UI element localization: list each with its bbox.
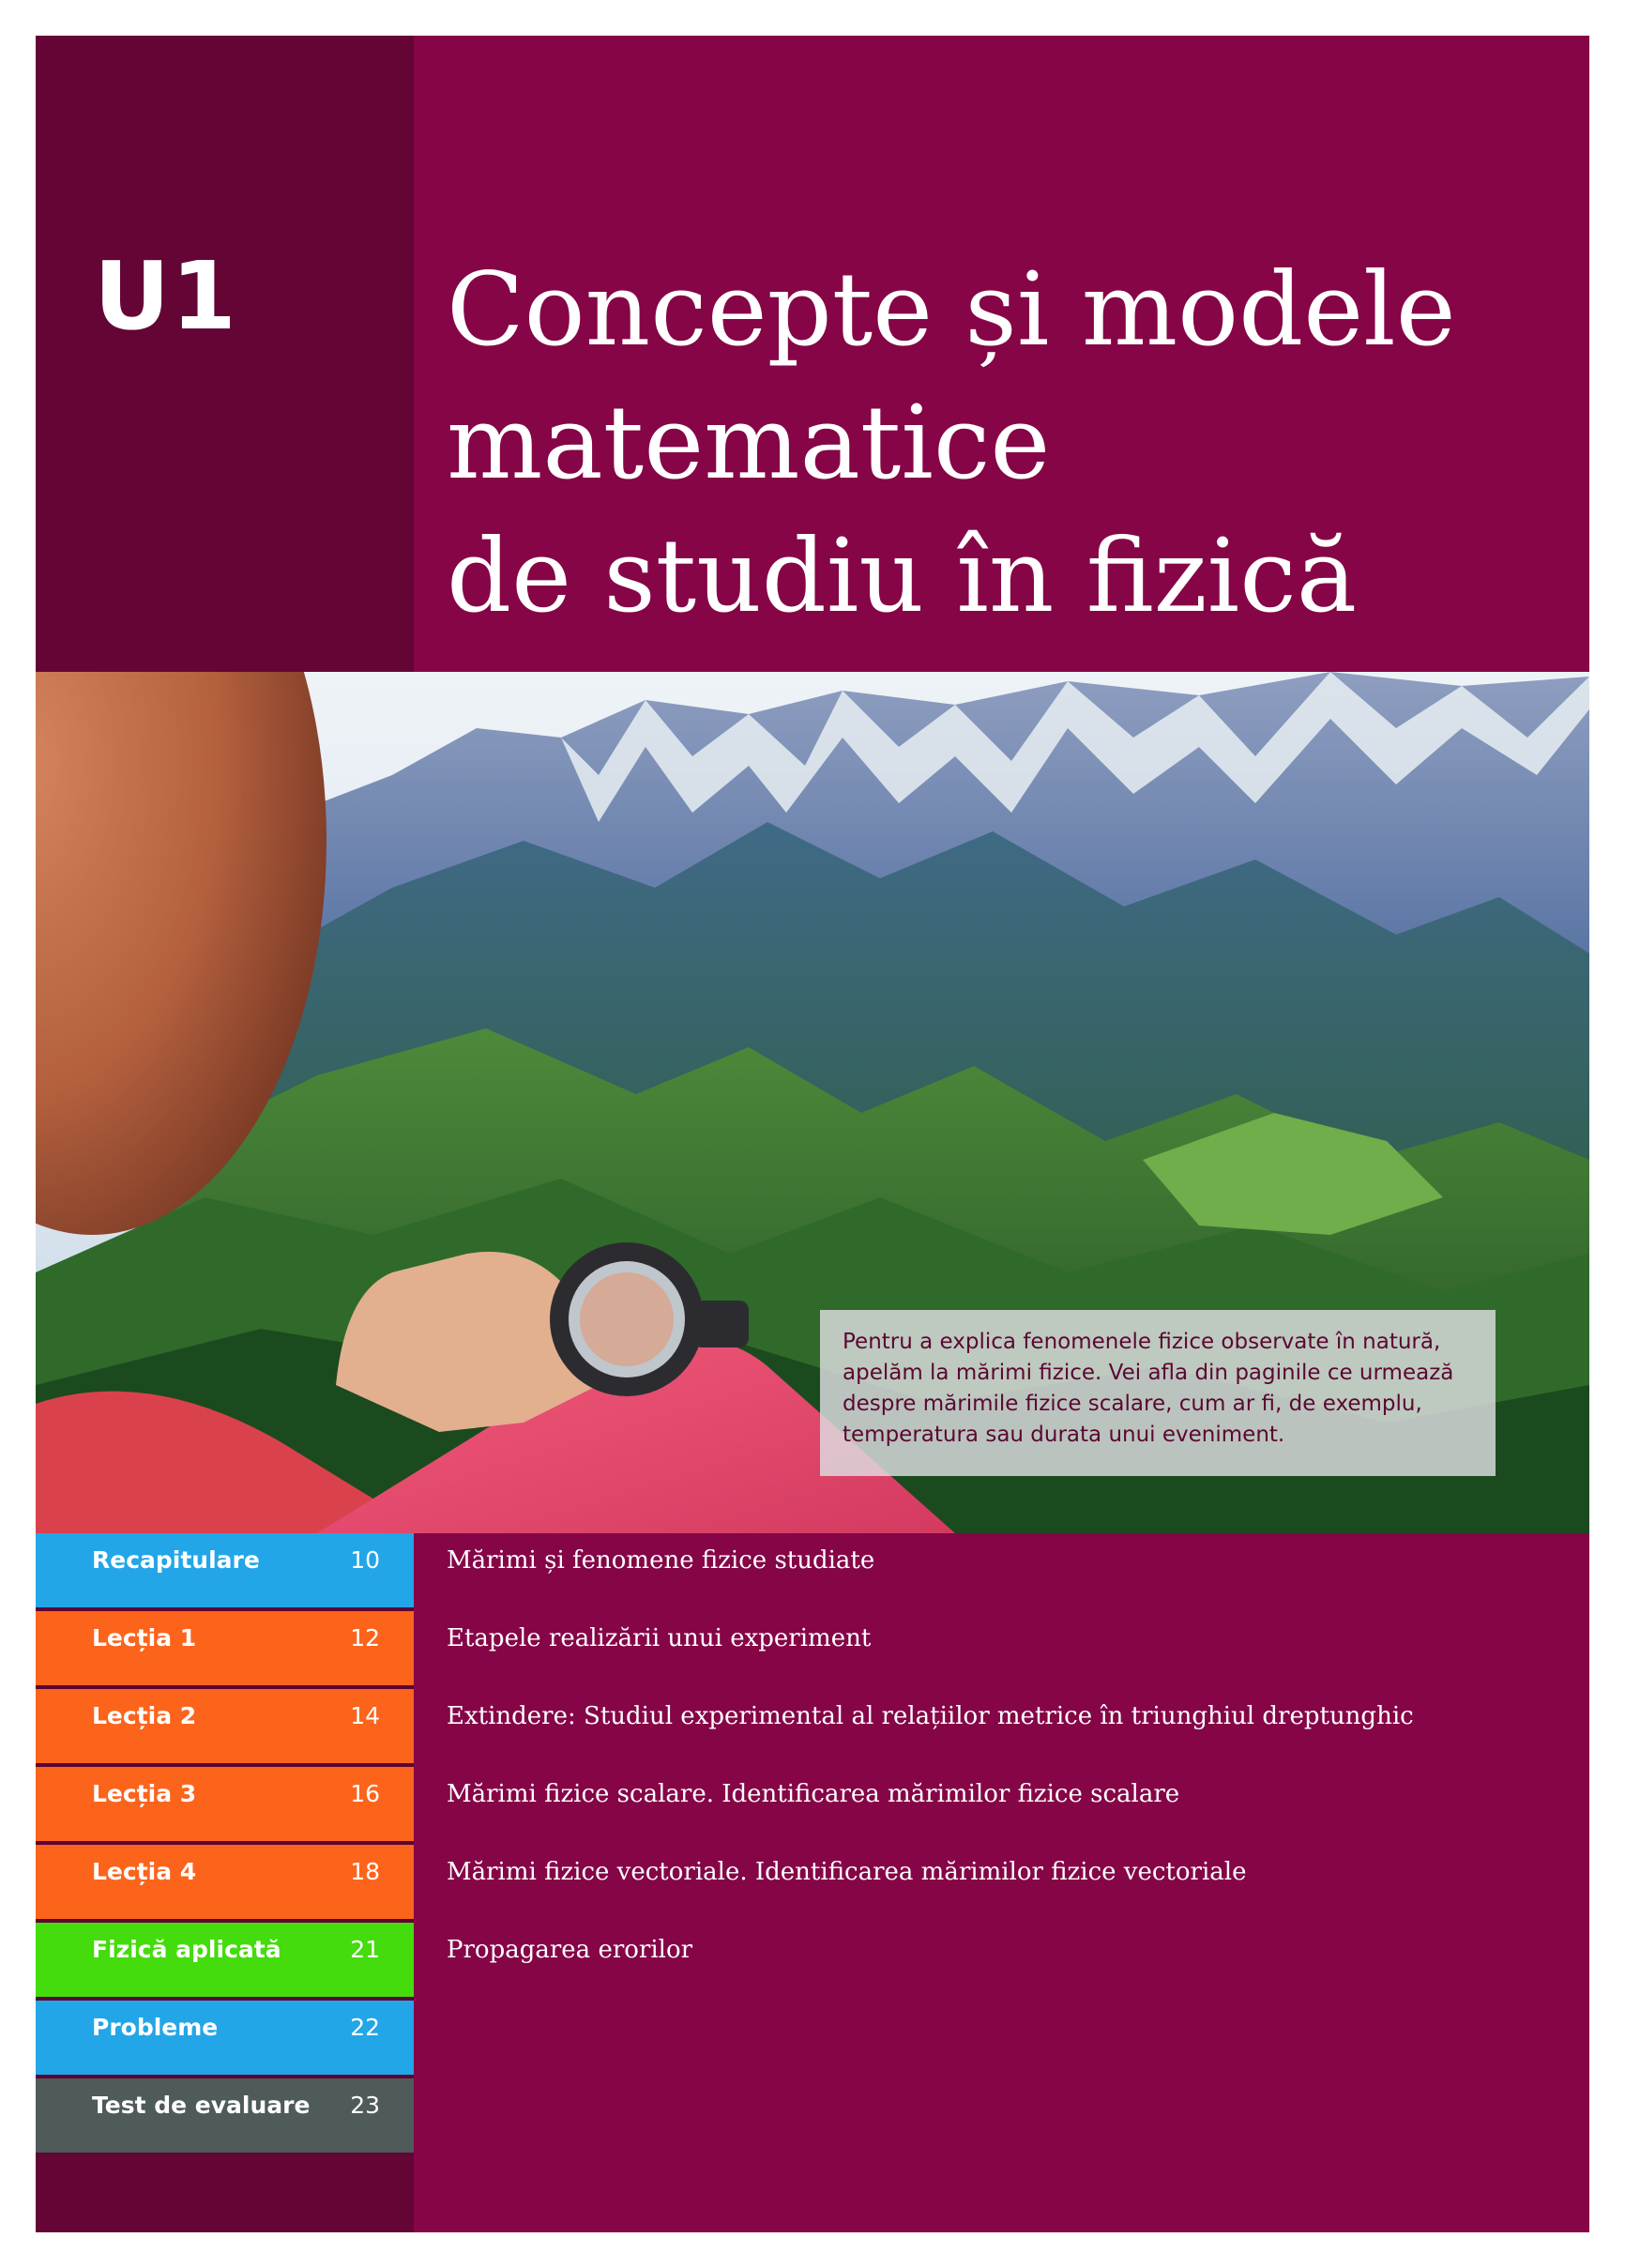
toc-row[interactable]	[36, 2001, 1589, 2078]
unit-code: U1	[94, 241, 237, 351]
hero-caption: Pentru a explica fenomenele fizice observate în natură, apelăm la mărimi fizice. Vei afla din paginile ce urmează despre mărimile fizice scalare, cum ar fi, de exemplu, temperatura sau durata unui eveniment.	[820, 1310, 1496, 1476]
toc-row[interactable]	[36, 1533, 1589, 1611]
toc-description: Etapele realizării unui experiment	[447, 1624, 872, 1652]
toc-tab[interactable]	[36, 2001, 414, 2078]
toc-tab[interactable]	[36, 1689, 414, 1767]
toc-tab[interactable]	[36, 1767, 414, 1845]
unit-title-line: Concepte și modele	[447, 251, 1456, 369]
toc-tab[interactable]	[36, 2078, 414, 2156]
chapter-opener-page	[36, 36, 1589, 2232]
toc-tab[interactable]	[36, 1845, 414, 1923]
unit-title-line: matematice	[447, 385, 1051, 502]
toc-label: Test de evaluare	[92, 2092, 311, 2119]
toc-page-number: 12	[350, 1624, 380, 1652]
toc-label: Lecția 1	[92, 1624, 197, 1652]
toc-row[interactable]	[36, 2078, 1589, 2156]
toc-row[interactable]	[36, 1767, 1589, 1845]
hero-photo	[36, 672, 1589, 1533]
table-of-contents	[36, 1533, 1589, 2156]
toc-tab[interactable]	[36, 1533, 414, 1611]
unit-title	[447, 244, 1554, 644]
toc-row[interactable]	[36, 1845, 1589, 1923]
toc-page-number: 10	[350, 1546, 380, 1574]
toc-page-number: 22	[350, 2014, 380, 2041]
toc-page-number: 14	[350, 1702, 380, 1729]
toc-description: Mărimi fizice scalare. Identificarea mărimilor fizice scalare	[447, 1780, 1180, 1808]
toc-label: Lecția 3	[92, 1780, 197, 1807]
toc-row[interactable]	[36, 1611, 1589, 1689]
toc-description: Mărimi fizice vectoriale. Identificarea mărimilor fizice vectoriale	[447, 1858, 1247, 1886]
toc-label: Probleme	[92, 2014, 219, 2041]
toc-tab[interactable]	[36, 1611, 414, 1689]
toc-page-number: 23	[350, 2092, 380, 2119]
toc-label: Lecția 2	[92, 1702, 197, 1729]
toc-row[interactable]	[36, 1689, 1589, 1767]
toc-page-number: 16	[350, 1780, 380, 1807]
toc-page-number: 18	[350, 1858, 380, 1885]
toc-label: Recapitulare	[92, 1546, 260, 1574]
toc-description: Extindere: Studiul experimental al relațiilor metrice în triunghiul dreptunghic	[447, 1702, 1414, 1730]
unit-title-line: de studiu în fizică	[447, 518, 1358, 635]
toc-row[interactable]	[36, 1923, 1589, 2001]
toc-description: Mărimi și fenomene fizice studiate	[447, 1546, 875, 1575]
toc-page-number: 21	[350, 1936, 380, 1963]
toc-label: Lecția 4	[92, 1858, 197, 1885]
toc-tab[interactable]	[36, 1923, 414, 2001]
toc-description: Propagarea erorilor	[447, 1936, 693, 1964]
toc-label: Fizică aplicată	[92, 1936, 281, 1963]
